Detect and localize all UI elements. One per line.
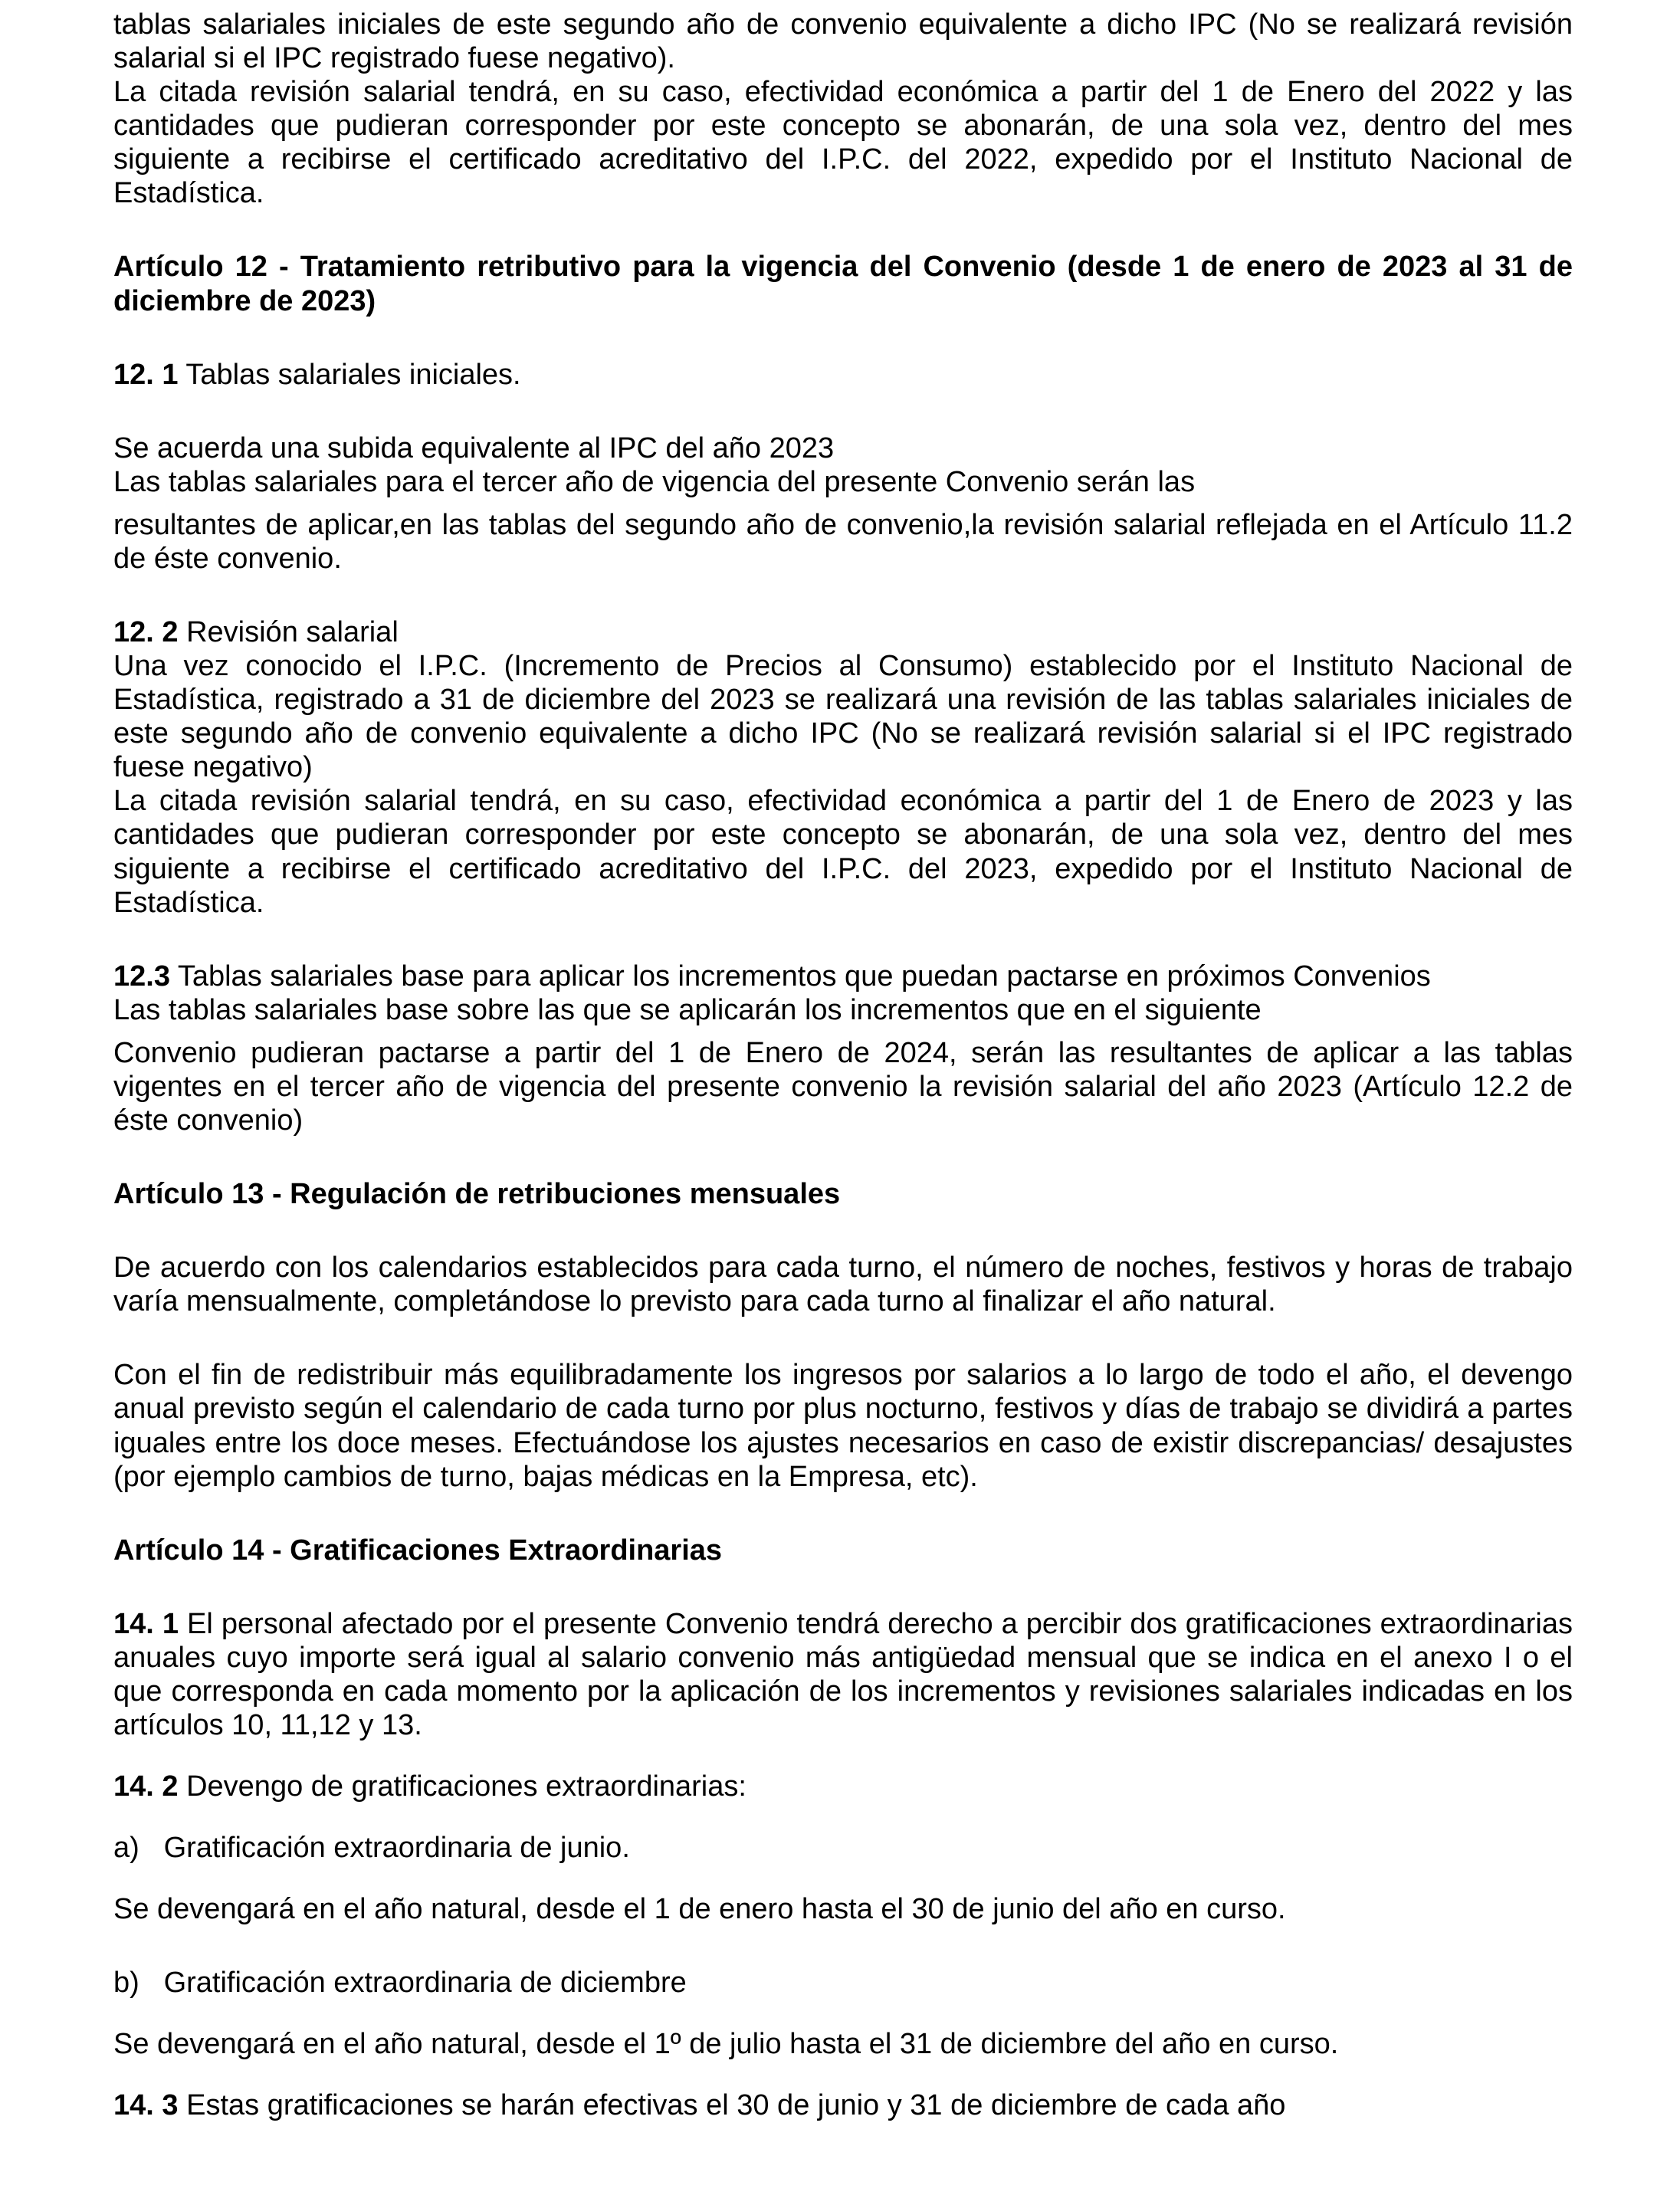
list-item-marker: a) — [113, 1832, 139, 1865]
clause-number: 12.3 — [113, 960, 170, 993]
clause-text: Revisión salarial — [186, 616, 399, 649]
list-item-text: Gratificación extraordinaria de diciembre — [163, 1967, 687, 2000]
paragraph-resultantes: resultantes de aplicar,en las tablas del segundo año de convenio,la revisión salarial reflejada en el Artículo 11.2 de éste convenio. — [113, 508, 1573, 575]
paragraph-subida-ipc-2023: Se acuerda una subida equivalente al IPC del año 2023 — [113, 431, 835, 464]
paragraph-tablas-tercer-ano: Las tablas salariales para el tercer año de vigencia del presente Convenio serán las — [113, 465, 1196, 498]
list-item-b — [113, 1966, 1573, 2000]
clause-14-2 — [113, 1770, 1573, 1803]
clause-text: Tablas salariales iniciales. — [185, 358, 521, 391]
list-item-marker: b) — [113, 1967, 139, 2000]
clause-number: 14. 3 — [113, 2089, 179, 2122]
document-page — [113, 8, 1573, 2123]
list-item-a — [113, 1831, 1573, 1865]
heading-articulo-14: Artículo 14 - Gratificaciones Extraordinarias — [113, 1534, 723, 1567]
clause-text: Estas gratificaciones se harán efectivas el 30 de junio y 31 de diciembre de cada año — [186, 2089, 1286, 2122]
paragraph-devengo-diciembre: Se devengará en el año natural, desde el 1º de julio hasta el 31 de diciembre del año en curso. — [113, 2028, 1339, 2061]
paragraph-tablas-base: Las tablas salariales base sobre las que se aplicarán los incrementos que en el siguiente — [113, 993, 1262, 1026]
paragraph-revision-2022: La citada revisión salarial tendrá, en su caso, efectividad económica a partir del 1 de Enero del 2022 y las cantidades que pudieran corresponder por este concepto se abonarán, de una sola vez, dentro del mes siguiente a recibirse el certificado acreditativo del I.P.C. del 2022, expedido por el Instituto Nacional de Estadística. — [113, 76, 1573, 210]
paragraph-redistribucion: Con el fin de redistribuir más equilibradamente los ingresos por salarios a lo largo de todo el año, el devengo anual previsto según el calendario de cada turno por plus nocturno, festivos y días de trabajo se dividirá a partes iguales entre los doce meses. Efectuándose los ajustes necesarios en caso de existir discrepancias/ desajustes (por ejemplo cambios de turno, bajas médicas en la Empresa, etc). — [113, 1359, 1573, 1493]
clause-12-3 — [113, 960, 1573, 993]
clause-number: 14. 1 — [113, 1607, 179, 1640]
clause-text: Tablas salariales base para aplicar los incrementos que puedan pactarse en próximos Convenios — [177, 960, 1431, 993]
paragraph-tablas-iniciales-cont: tablas salariales iniciales de este segundo año de convenio equivalente a dicho IPC (No se realizará revisión salarial si el IPC registrado fuese negativo). — [113, 8, 1573, 75]
clause-14-1 — [113, 1607, 1573, 1742]
heading-articulo-12: Artículo 12 - Tratamiento retributivo para la vigencia del Convenio (desde 1 de enero de 2023 al 31 de diciembre de 2023) — [113, 251, 1573, 317]
paragraph-efectividad-2023: La citada revisión salarial tendrá, en su caso, efectividad económica a partir del 1 de Enero de 2023 y las cantidades que pudieran corresponder por este concepto se abonarán, de una sola vez, dentro del mes siguiente a recibirse el certificado acreditativo del I.P.C. del 2023, expedido por el Instituto Nacional de Estadística. — [113, 785, 1573, 919]
paragraph-revision-ipc-2023: Una vez conocido el I.P.C. (Incremento de Precios al Consumo) establecido por el Instituto Nacional de Estadística, registrado a 31 de diciembre del 2023 se realizará una revisión de las tablas salariales iniciales de este segundo año de convenio equivalente a dicho IPC (No se realizará revisión salarial si el IPC registrado fuese negativo) — [113, 650, 1573, 784]
clause-number: 12. 1 — [113, 358, 179, 391]
clause-12-1 — [113, 358, 1573, 392]
paragraph-devengo-junio: Se devengará en el año natural, desde el 1 de enero hasta el 30 de junio del año en curso. — [113, 1893, 1286, 1926]
clause-14-3 — [113, 2088, 1573, 2122]
clause-text: El personal afectado por el presente Convenio tendrá derecho a percibir dos gratificaciones extraordinarias anuales cuyo importe será igual al salario convenio más antigüedad mensual que se indica en el anexo I o el que corresponda en cada momento por la aplicación de los incrementos y revisiones salariales indicadas en los artículos 10, 11,12 y 13. — [113, 1607, 1573, 1741]
clause-text: Devengo de gratificaciones extraordinarias: — [186, 1770, 746, 1803]
clause-number: 14. 2 — [113, 1770, 179, 1803]
heading-articulo-13: Artículo 13 - Regulación de retribuciones mensuales — [113, 1178, 841, 1211]
paragraph-calendarios: De acuerdo con los calendarios establecidos para cada turno, el número de noches, festivos y horas de trabajo varía mensualmente, completándose lo previsto para cada turno al finalizar el año natural. — [113, 1252, 1573, 1318]
clause-number: 12. 2 — [113, 616, 179, 649]
list-item-text: Gratificación extraordinaria de junio. — [163, 1832, 630, 1865]
clause-12-2 — [113, 615, 1573, 649]
paragraph-convenio-2024: Convenio pudieran pactarse a partir del 1 de Enero de 2024, serán las resultantes de aplicar a las tablas vigentes en el tercer año de vigencia del presente convenio la revisión salarial del año 2023 (Artículo 12.2 de éste convenio) — [113, 1036, 1573, 1137]
